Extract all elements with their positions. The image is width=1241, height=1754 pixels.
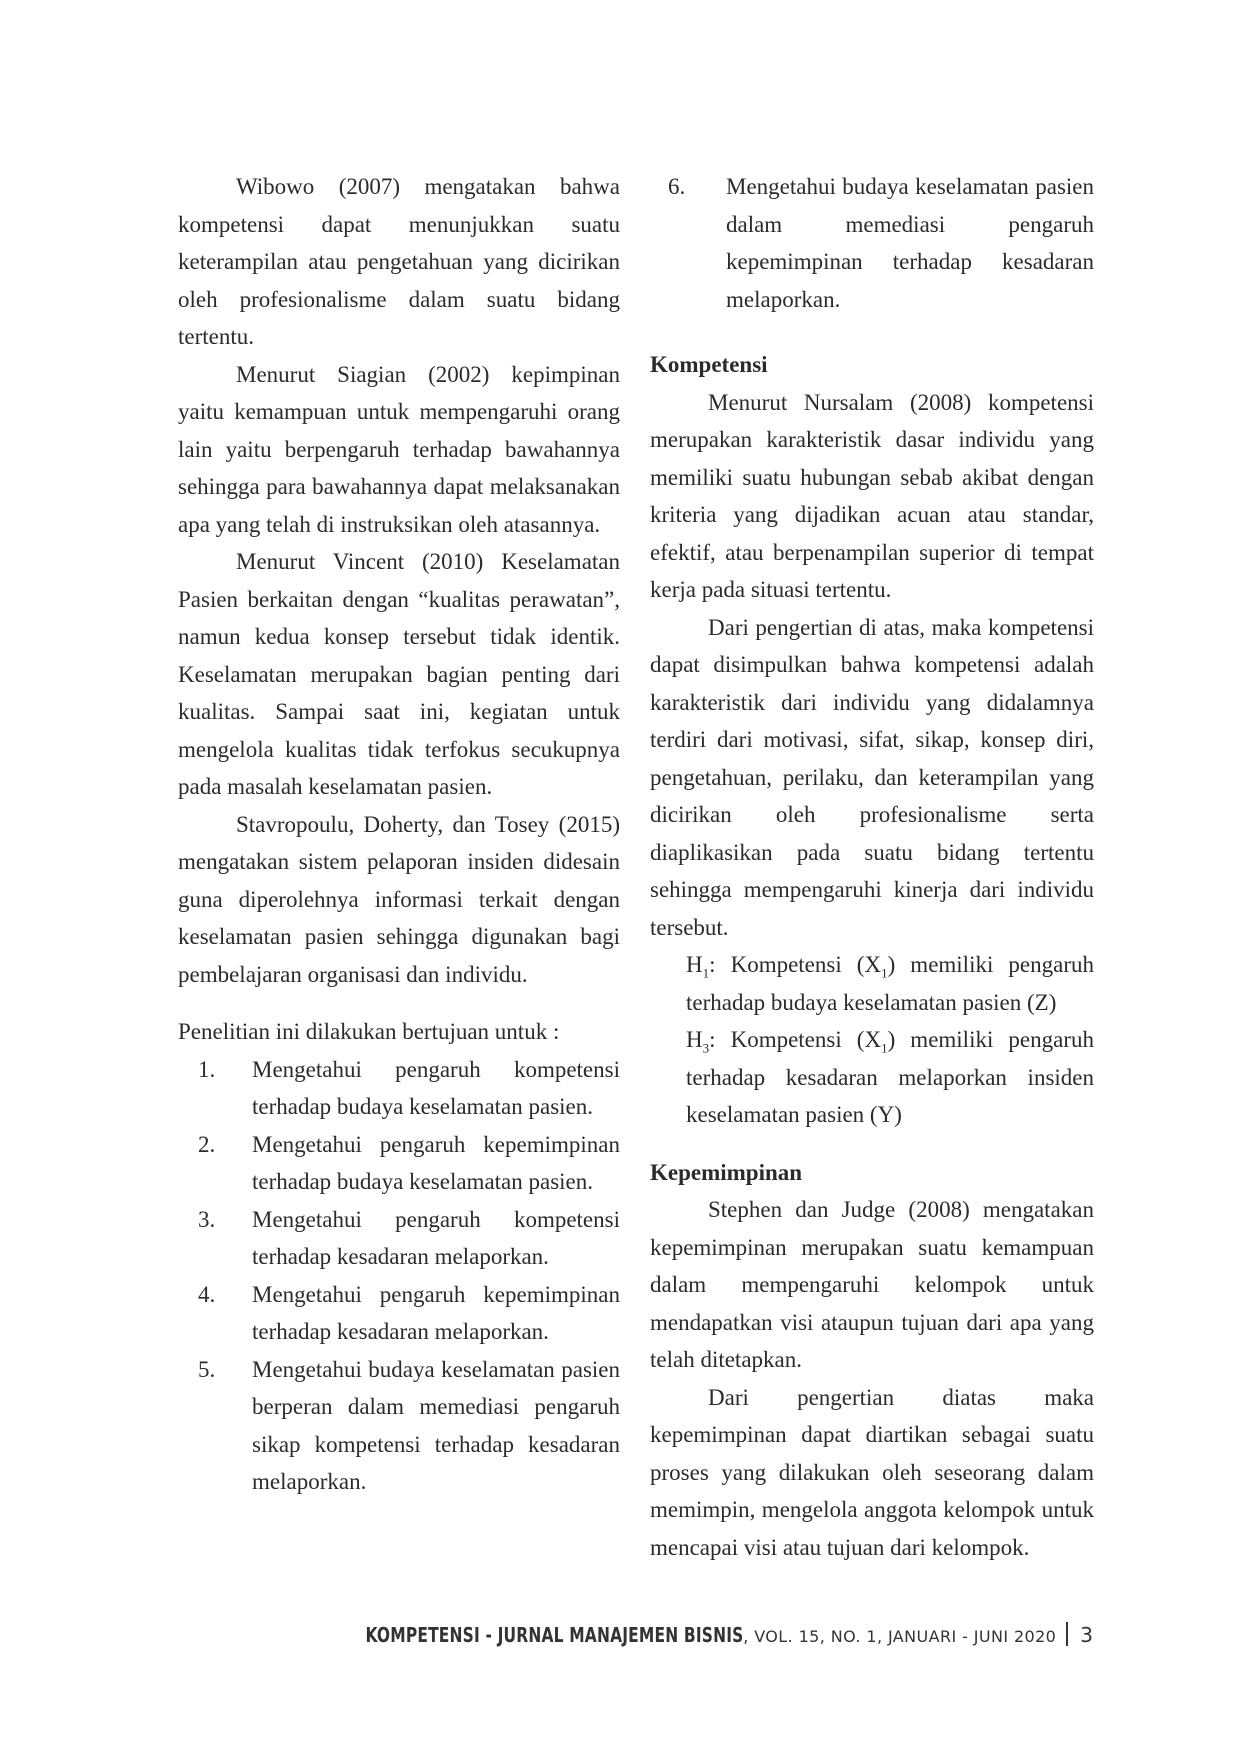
paragraph-vincent: Menurut Vincent (2010) Keselamatan Pasien berkaitan dengan “kualitas perawatan”, namun kedua konsep tersebut tidak identik. Keselamatan merupakan bagian penting dari kualitas. Sampai saat ini, kegiatan untuk mengelola kualitas tidak terfokus secukupnya pada masalah keselamatan pasien. <box>178 549 620 799</box>
list-item <box>178 1126 620 1201</box>
list-item <box>178 1201 620 1276</box>
footer-divider <box>1066 1622 1068 1646</box>
paragraph-siagian: Menurut Siagian (2002) kepimpinan yaitu kemampuan untuk mempengaruhi orang lain yaitu berpengaruh terhadap bawahannya sehingga para bawahannya dapat melaksanakan apa yang telah di instruksikan oleh atasannya. <box>178 361 620 537</box>
list-number: 6. <box>668 174 686 199</box>
objectives-list <box>178 1051 620 1501</box>
page-number: 3 <box>1080 1623 1093 1647</box>
hypotheses <box>650 946 1094 1134</box>
list-text: Mengetahui pengaruh kepemimpinan terhadap budaya keselamatan pasien. <box>252 1131 620 1194</box>
journal-volume: , VOL. 15, NO. 1, JANUARI - JUNI 2020 <box>743 1627 1057 1646</box>
objectives-intro: Penelitian ini dilakukan bertujuan untuk : <box>178 1019 560 1044</box>
list-item <box>650 168 1094 318</box>
paragraph-kepemimpinan-summary: Dari pengertian diatas maka kepemimpinan dapat diartikan sebagai suatu proses yang dilakukan oleh seseorang dalam memimpin, mengelola anggota kelompok untuk mencapai visi atau tujuan dari kelompok. <box>650 1384 1094 1560</box>
list-item <box>178 1351 620 1501</box>
list-text: Mengetahui pengaruh kompetensi terhadap budaya keselamatan pasien. <box>252 1056 620 1119</box>
list-text: Mengetahui pengaruh kepemimpinan terhadap kesadaran melaporkan. <box>252 1281 620 1344</box>
paragraph-stephen-judge: Stephen dan Judge (2008) mengatakan kepemimpinan merupakan suatu kemampuan dalam mempengaruhi kelompok untuk mendapatkan visi ataupun tujuan dari apa yang telah ditetapkan. <box>650 1197 1094 1372</box>
list-number: 1. <box>198 1056 216 1082</box>
left-column <box>178 168 620 1501</box>
hypothesis-h1: $H_1$: Kompetensi $(X_1)$ memiliki pengaruh terhadap budaya keselamatan pasien (Z) <box>686 952 1094 1015</box>
page-footer <box>0 1622 1093 1647</box>
hypothesis-h3: $H_3$: Kompetensi $(X_1)$ memiliki pengaruh terhadap kesadaran melaporkan insiden keselamatan pasien (Y) <box>686 1027 1094 1127</box>
objectives-list-continued <box>650 168 1094 318</box>
list-item <box>178 1051 620 1126</box>
journal-name: KOMPETENSI - JURNAL MANAJEMEN BISNIS <box>365 1623 744 1647</box>
paragraph-wibowo: Wibowo (2007) mengatakan bahwa kompetensi dapat menunjukkan suatu keterampilan atau pengetahuan yang dicirikan oleh profesionalisme dalam suatu bidang tertentu. <box>178 174 620 349</box>
list-number: 4. <box>198 1281 216 1307</box>
section-heading-kompetensi: Kompetensi <box>650 352 768 377</box>
list-number: 3. <box>198 1206 216 1232</box>
list-text: Mengetahui pengaruh kompetensi terhadap kesadaran melaporkan. <box>252 1206 620 1269</box>
list-text: Mengetahui budaya keselamatan pasien dalam memediasi pengaruh kepemimpinan terhadap kesadaran melaporkan. <box>726 174 1094 312</box>
right-column <box>650 168 1094 1566</box>
list-text: Mengetahui budaya keselamatan pasien berperan dalam memediasi pengaruh sikap kompetensi terhadap kesadaran melaporkan. <box>252 1356 620 1494</box>
paragraph-nursalam: Menurut Nursalam (2008) kompetensi merupakan karakteristik dasar individu yang memiliki suatu hubungan sebab akibat dengan kriteria yang dijadikan acuan atau standar, efektif, atau berpenampilan superior di tempat kerja pada situasi tertentu. <box>650 389 1094 602</box>
paragraph-kompetensi-summary: Dari pengertian di atas, maka kompetensi dapat disimpulkan bahwa kompetensi adalah karakteristik dari individu yang didalamnya terdiri dari motivasi, sifat, sikap, konsep diri, pengetahuan, perilaku, dan keterampilan yang dicirikan oleh profesionalisme serta diaplikasikan pada suatu bidang tertentu sehingga mempengaruhi kinerja dari individu tersebut. <box>650 614 1094 940</box>
list-number: 5. <box>198 1356 216 1382</box>
list-number: 2. <box>198 1131 216 1157</box>
list-item <box>178 1276 620 1351</box>
paragraph-stavropoulu: Stavropoulu, Doherty, dan Tosey (2015) mengatakan sistem pelaporan insiden didesain guna diperolehnya informasi terkait dengan keselamatan pasien sehingga digunakan bagi pembelajaran organisasi dan individu. <box>178 811 620 987</box>
section-heading-kepemimpinan: Kepemimpinan <box>650 1159 803 1185</box>
